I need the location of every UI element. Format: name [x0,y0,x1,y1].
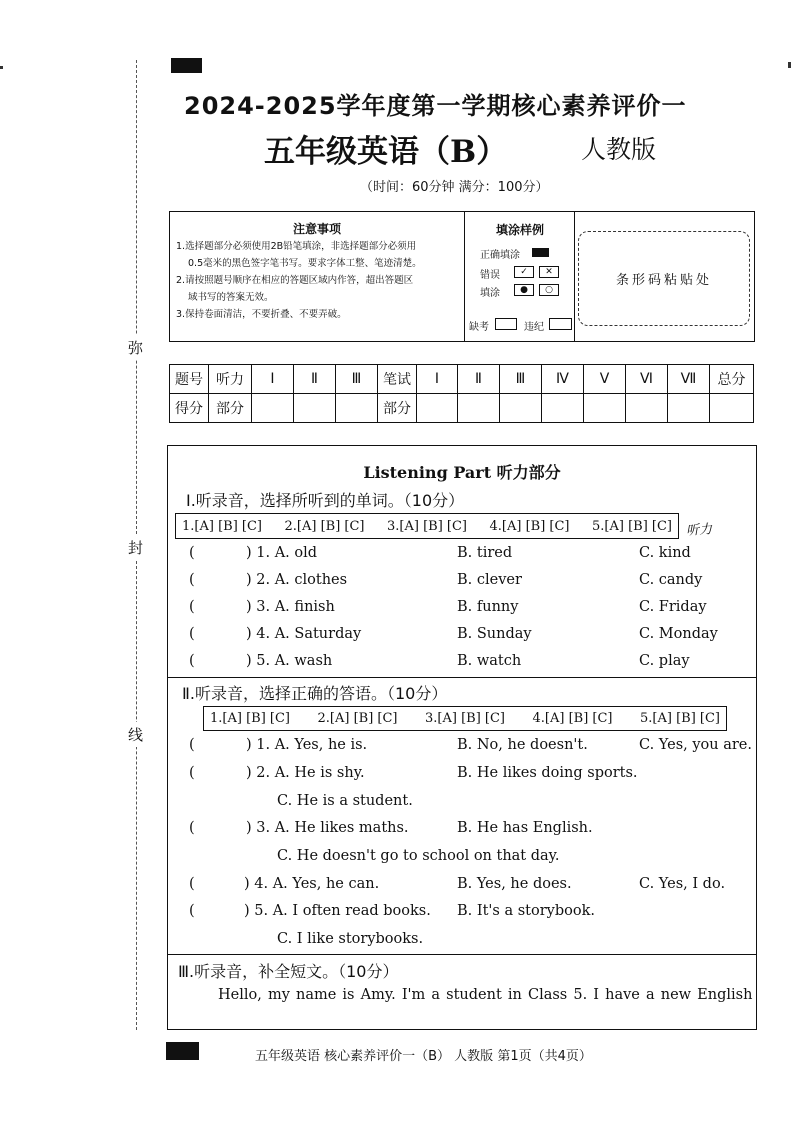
section-divider [168,677,756,678]
question-option-b: B. clever [457,572,522,588]
score-input-cell[interactable] [336,394,378,423]
question-stem: ) 3. A. finish [246,599,335,615]
question-option-b: B. It's a storybook. [457,903,595,919]
exam-subject: 五年级英语（B） [264,134,508,170]
score-cell: 笔试 [378,365,417,394]
wrong-dot-icon: ● [514,284,534,296]
question-option-c: C. I like storybooks. [277,931,424,947]
question-option-c: C. He doesn't go to school on that day. [277,848,560,864]
violation-label: 违纪 [524,322,544,333]
score-table-row [170,394,754,423]
question-paren[interactable]: ( [189,765,195,781]
question-option-c: C. Yes, you are. [639,737,752,753]
question-paren[interactable]: ( [189,876,195,892]
violation-checkbox[interactable] [549,318,572,330]
score-table-row [170,365,754,394]
answer-option-group[interactable]: 5.[A] [B] [C] [640,711,720,726]
score-cell: 得分 [170,394,209,423]
section-2-answer-box[interactable] [203,706,727,731]
notice-item: 2.请按照题号顺序在相应的答题区域内作答，超出答题区 [176,275,414,286]
question-option-c: C. Friday [639,599,707,615]
score-cell: Ⅱ [458,365,500,394]
question-paren[interactable]: ( [189,626,195,642]
listening-title: Listening Part 听力部分 [363,463,561,482]
question-option-a: ) 5. A. I often read books. [244,903,431,919]
answer-option-group[interactable]: 1.[A] [B] [C] [210,711,290,726]
edge-mark-left [0,66,3,69]
seal-char-1: 弥 [128,335,143,360]
score-cell: Ⅶ [668,365,710,394]
seal-char-2: 封 [128,535,143,560]
score-cell: 总分 [710,365,754,394]
score-cell: Ⅰ [417,365,458,394]
score-cell: 题号 [170,365,209,394]
score-cell: Ⅳ [542,365,584,394]
absent-checkbox[interactable] [495,318,517,330]
question-option-c: C. play [639,653,690,669]
fill-sample-title: 填涂样例 [495,223,544,237]
question-paren[interactable]: ( [189,572,195,588]
notice-item: 0.5毫米的黑色签字笔书写。要求字体工整、笔迹清楚。 [188,258,422,269]
score-cell: Ⅲ [336,365,378,394]
fill-label: 填涂 [480,288,500,299]
score-input-cell[interactable] [458,394,500,423]
section-2-heading: Ⅱ.听录音，选择正确的答语。（10分） [182,684,448,703]
score-input-cell[interactable] [294,394,336,423]
score-input-cell[interactable] [252,394,294,423]
answer-option-group[interactable]: 4.[A] [B] [C] [532,711,613,726]
score-cell: 部分 [209,394,252,423]
passage-text: Hello, my name is Amy. I'm a student in Class 5. I have a new English [218,987,753,1003]
question-option-b: B. Yes, he does. [457,876,572,892]
notice-divider [464,212,465,341]
question-stem: ) 1. A. old [246,545,318,561]
section-divider [168,954,756,955]
question-paren[interactable]: ( [189,599,195,615]
notice-item: 域书写的答案无效。 [188,292,274,303]
question-option-b: B. No, he doesn't. [457,737,588,753]
answer-option-group[interactable]: 3.[A] [B] [C] [387,518,467,534]
exam-time-info: （时间：60分钟 满分：100分） [360,180,549,195]
answer-option-group[interactable]: 4.[A] [B] [C] [489,518,570,534]
exam-edition: 人教版 [581,135,657,164]
score-input-cell[interactable] [500,394,542,423]
answer-option-group[interactable]: 1.[A] [B] [C] [182,518,262,534]
score-cell: Ⅲ [500,365,542,394]
barcode-area: 条形码粘贴处 [578,231,750,326]
page-footer: 五年级英语 核心素养评价一（B） 人教版 第1页（共4页） [255,1049,592,1064]
absent-label: 缺考 [469,322,489,333]
score-input-cell[interactable] [710,394,754,423]
answer-option-group[interactable]: 2.[A] [B] [C] [284,518,365,534]
score-cell: 部分 [378,394,417,423]
sample-divider [574,212,575,341]
notice-title: 注意事项 [292,222,341,236]
score-input-cell[interactable] [668,394,710,423]
score-cell: Ⅱ [294,365,336,394]
question-option-b: B. Sunday [457,626,532,642]
question-option-a: ) 1. A. Yes, he is. [246,737,368,753]
question-option-b: B. tired [457,545,513,561]
question-paren[interactable]: ( [189,737,195,753]
question-option-c: C. He is a student. [277,793,413,809]
question-option-a: ) 3. A. He likes maths. [246,820,409,836]
question-option-a: ) 4. A. Yes, he can. [244,876,380,892]
score-input-cell[interactable] [584,394,626,423]
question-stem: ) 5. A. wash [246,653,333,669]
score-cell: Ⅵ [626,365,668,394]
question-paren[interactable]: ( [189,545,195,561]
question-option-c: C. candy [639,572,703,588]
question-option-c: C. Monday [639,626,718,642]
notice-item: 3.保持卷面清洁，不要折叠、不要弄破。 [176,309,347,320]
notice-list [176,238,464,323]
wrong-check-icon: ✓ [514,266,534,278]
score-table [169,364,754,423]
question-stem: ) 2. A. clothes [246,572,348,588]
corner-mark-bottom [166,1042,199,1060]
answer-option-group[interactable]: 3.[A] [B] [C] [425,711,505,726]
score-cell: 听力 [209,365,252,394]
notice-item: 1.选择题部分必须使用2B铅笔填涂，非选择题部分必须用 [176,241,417,252]
question-option-c: C. Yes, I do. [639,876,726,892]
wrong-cross-icon: ✕ [539,266,559,278]
question-stem: ) 4. A. Saturday [246,626,362,642]
answer-option-group[interactable]: 2.[A] [B] [C] [317,711,398,726]
corner-mark-top [171,58,202,73]
score-cell: Ⅴ [584,365,626,394]
wrong-circle-icon: ○ [539,284,559,296]
question-option-b: B. watch [457,653,522,669]
correct-fill-swatch [532,248,549,257]
score-input-cell[interactable] [417,394,458,423]
section-1-answer-box[interactable] [175,513,679,539]
score-cell: Ⅰ [252,365,294,394]
answer-option-group[interactable]: 5.[A] [B] [C] [592,518,672,534]
question-option-c: C. kind [639,545,691,561]
section-3-heading: Ⅲ.听录音，补全短文。（10分） [178,962,399,981]
exam-title: 2024-2025学年度第一学期核心素养评价一 [184,92,687,120]
question-option-b: B. funny [457,599,519,615]
question-option-b: B. He likes doing sports. [457,765,638,781]
handwritten-note: 听力 [685,522,713,539]
score-input-cell[interactable] [626,394,668,423]
wrong-fill-label: 错误 [480,270,500,281]
question-option-b: B. He has English. [457,820,593,836]
question-option-a: ) 2. A. He is shy. [246,765,365,781]
seal-char-3: 线 [128,722,143,747]
section-1-heading: Ⅰ.听录音，选择所听到的单词。（10分） [186,491,465,510]
question-paren[interactable]: ( [189,653,195,669]
question-paren[interactable]: ( [189,903,195,919]
correct-fill-label: 正确填涂 [480,250,520,261]
edge-mark-right [788,62,791,68]
score-input-cell[interactable] [542,394,584,423]
question-paren[interactable]: ( [189,820,195,836]
